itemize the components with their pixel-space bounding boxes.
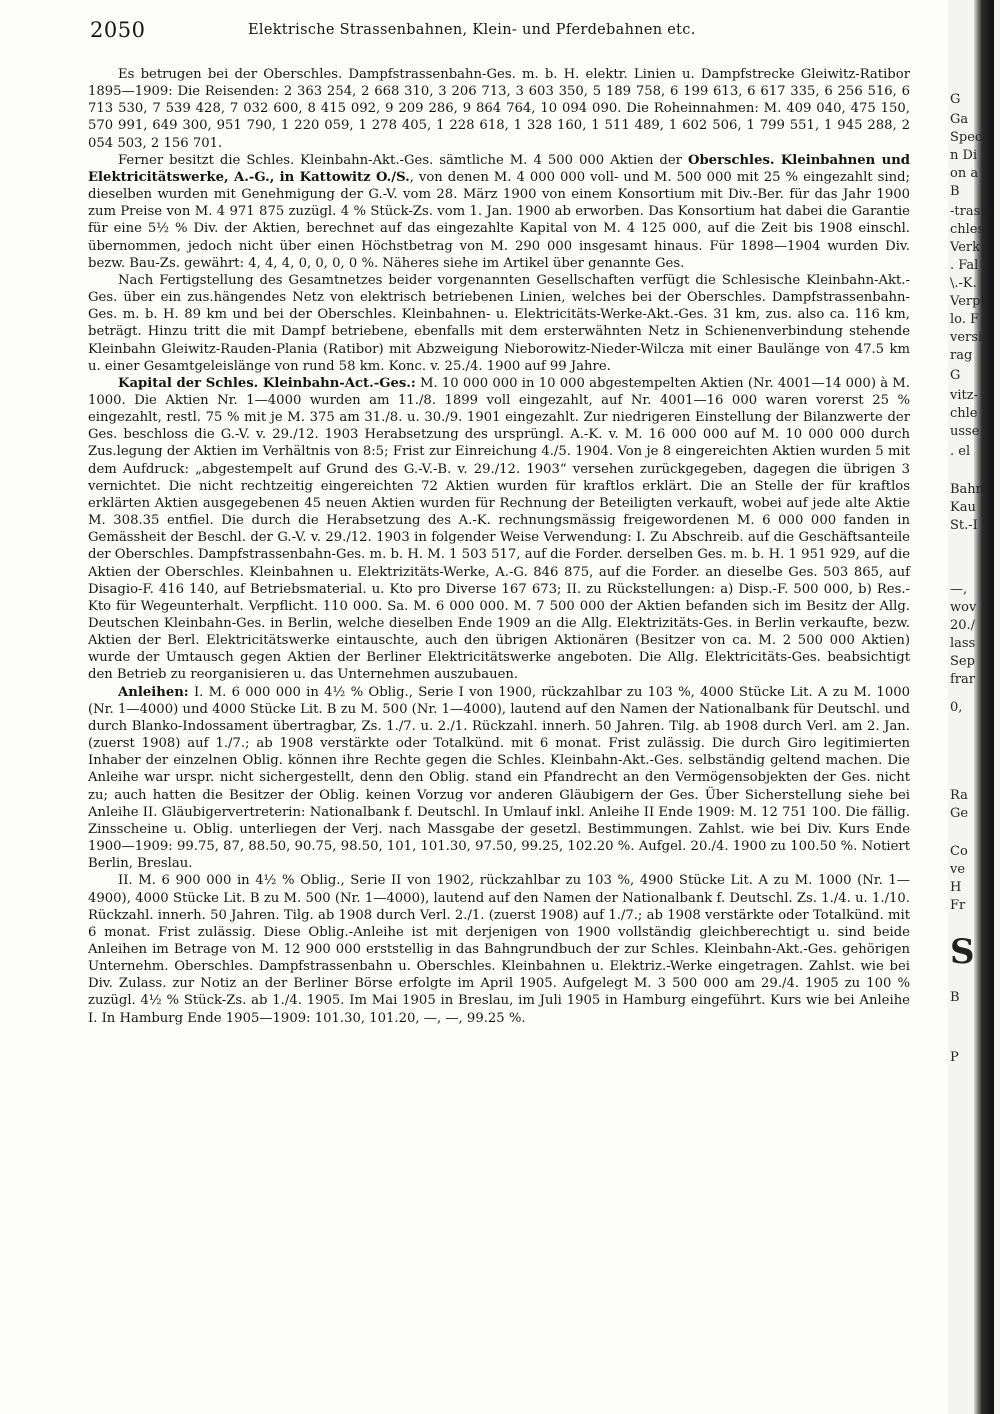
paragraph-kapital — [88, 375, 910, 684]
adjacent-page-fragment: Verk — [950, 240, 980, 255]
paragraph-passenger-statistics: Es betrugen bei der Oberschles. Dampfstrassenbahn-Ges. m. b. H. elektr. Linien u. Dampfstrecke Gleiwitz-Ratibor 1895—1909: Die Reisenden: 2 363 254, 2 668 310, 3 206 713, 3 603 350, 5 189 758, 6 199 613, 6 617 335, 6 256 516, 6 713 530, 7 539 428, 7 032 600, 8 415 092, 9 209 286, 9 864 764, 10 094 090. Die Roheinnahmen: M. 409 040, 475 150, 570 991, 649 300, 951 790, 1 220 059, 1 278 405, 1 228 618, 1 328 160, 1 511 489, 1 602 506, 1 799 551, 1 945 288, 2 054 503, 2 156 701. — [88, 67, 910, 151]
adjacent-page-fragment: chle — [950, 406, 978, 421]
paragraph-text: M. 10 000 000 in 10 000 abgestempelten Aktien (Nr. 4001—14 000) à M. 1000. Die Aktien Nr. 1—4000 wurden am 11./8. 1899 voll eingezahlt, auf Nr. 4001—16 000 waren vorerst 25 % eingezahlt, restl. 75 % mit je M. 375 am 31./8. u. 30./9. 1901 eingezahlt. Zur niedrigeren Einstellung der Bilanzwerte der Ges. beschloss die G.-V. v. 29./12. 1903 Herabsetzung des ursprüngl. A.-K. v. M. 16 000 000 auf M. 10 000 000 durch Zus.legung der Aktien im Verhältnis von 8:5; Frist zur Einreichung 4./5. 1904. Von je 8 eingereichten Aktien wurden 5 mit dem Aufdruck: „abgestempelt auf Grund des G.-V.-B. v. 29./12. 1903“ versehen zurückgegeben, dagegen die übrigen 3 vernichtet. Die nicht rechtzeitig eingereichten 72 Aktien wurden für kraftlos erklärt. Die an Stelle der für kraftlos erklärten Aktien ausgegebenen 45 neuen Aktien wurden für Rechnung der Beteiligten verkauft, wobei auf jede alte Aktie M. 308.35 entfiel. Die durch die Herabsetzung des A.-K. rechnungsmässig freigewordenen M. 6 000 000 fanden in Gemässheit der Beschl. der G.-V. v. 29./12. 1903 in folgender Weise Verwendung: I. Zu Abschreib. auf die Geschäftsanteile der Oberschles. Dampfstrassenbahn-Ges. m. b. H. M. 1 503 517, auf die Forder. derselben Ges. m. b. H. 1 951 929, auf die Aktien der Oberschles. Kleinbahnen u. Elektrizitäts-Werke, A.-G. 846 875, auf die Forder. an dieselbe Ges. 503 865, auf Disagio-F. 416 140, auf Betriebsmaterial. u. Kto pro Diverse 167 673; II. zu Rückstellungen: a) Disp.-F. 500 000, b) Res.-Kto für Wegeunterhalt. Verpflicht. 110 000. Sa. M. 6 000 000. M. 7 500 000 der Aktien befanden sich im Besitz der Allg. Deutschen Kleinbahn-Ges. in Berlin, welche dieselben Ende 1909 an die Allg. Elektrizitäts-Ges. in Berlin verkaufte, bezw. Aktien der Berl. Elektricitätswerke eintauschte, auch den übrigen Aktionären (Besitzer von ca. M. 2 500 000 Aktien) wurde der Umtausch gegen Aktien der Berliner Elektricitätswerke angeboten. Die Allg. Elektricitäts-Ges. beabsichtigt den Betrieb zu reorganisieren u. das Unternehmen auszubauen. — [88, 375, 910, 683]
adjacent-page-fragment: G — [950, 368, 961, 383]
bold-phrase: Anleihen: — [118, 684, 189, 700]
running-title: Elektrische Strassenbahnen, Klein- und Pferdebahnen etc. — [248, 22, 696, 38]
paragraph-oberschles-kleinbahnen — [88, 152, 910, 272]
adjacent-page-fragment: usse — [950, 424, 980, 439]
adjacent-page-fragment: Sep — [950, 654, 975, 669]
paragraph-text: Ferner besitzt die Schles. Kleinbahn-Akt.-Ges. sämtliche M. 4 500 000 Aktien der — [118, 152, 688, 168]
page-number: 2050 — [90, 18, 146, 42]
paragraph-text: , von denen M. 4 000 000 voll- und M. 500 000 mit 25 % eingezahlt sind; dieselben wurden mit Genehmigung der G.-V. vom 28. März 1900 von einem Konsortium mit Div.-Ber. für das Jahr 1900 zum Preise von M. 4 971 875 zuzügl. 4 % Stück-Zs. vom 1. Jan. 1900 ab erworben. Das Konsortium hat dabei die Garantie für eine 5½ % Div. der Aktien, berechnet auf das eingezahlte Kapital von M. 4 125 000, auf die Zeit bis 1908 einschl. übernommen, jedoch nicht über einen Höchstbetrag von M. 290 000 insgesamt hinaus. Für 1898—1904 wurden Div. bezw. Bau-Zs. gewährt: 4, 4, 4, 0, 0, 0, 0 %. Näheres siehe im Artikel über genannte Ges. — [88, 169, 910, 271]
adjacent-page-strip — [948, 0, 1000, 1414]
adjacent-page-fragment: Ga — [950, 112, 969, 127]
adjacent-page-fragment: \.-K. — [950, 276, 977, 291]
adjacent-page-fragment: P — [950, 1050, 959, 1065]
adjacent-page-fragment: -trass — [950, 204, 987, 219]
adjacent-page-fragment: chles — [950, 222, 985, 237]
adjacent-page-fragment: ve — [950, 862, 966, 877]
adjacent-page-fragment: Ge — [950, 806, 969, 821]
adjacent-page-fragment: St.-I — [950, 518, 978, 533]
adjacent-page-fragment: 20./ — [950, 618, 976, 633]
adjacent-page-fragment: lo. F — [950, 312, 980, 327]
adjacent-page-fragment: Spec. — [950, 130, 987, 145]
adjacent-page-fragment: Verpf — [950, 294, 986, 309]
adjacent-page-fragment: . el — [950, 444, 971, 459]
adjacent-page-fragment: Bahn — [950, 482, 985, 497]
adjacent-page-fragment: rag — [950, 348, 973, 363]
adjacent-page-fragment: G — [950, 92, 961, 107]
adjacent-page-fragment: lass — [950, 636, 976, 651]
adjacent-page-fragment: vitz- — [950, 388, 978, 403]
paragraph-anleihen-serie-1 — [88, 684, 910, 873]
adjacent-page-fragment: B — [950, 184, 960, 199]
adjacent-page-fragment: Kau — [950, 500, 976, 515]
adjacent-page-fragment: on a — [950, 166, 979, 181]
bold-phrase: Kapital der Schles. Kleinbahn-Act.-Ges.: — [118, 375, 416, 391]
adjacent-page-fragment: n Di — [950, 148, 978, 163]
paragraph-text: I. M. 6 000 000 in 4½ % Oblig., Serie I von 1900, rückzahlbar zu 103 %, 4000 Stücke Lit. A zu M. 1000 (Nr. 1—4000) und 4000 Stücke Lit. B zu M. 500 (Nr. 1—4000), lautend auf den Namen der Nationalbank für Deutschl. und durch Blanko-Indossament übertragbar, Zs. 1./7. u. 2./1. Rückzahl. innerh. 50 Jahren. Tilg. ab 1908 durch Verl. am 2. Jan. (zuerst 1908) auf 1./7.; ab 1908 verstärkte oder Totalkünd. mit 6 monat. Frist zulässig. Die durch Giro legitimierten Inhaber der einzelnen Oblig. können ihre Rechte gegen die Schles. Kleinbahn-Akt.-Ges. selbständig geltend machen. Die Anleihe war urspr. nicht sichergestellt, denn den Oblig. stand ein Pfandrecht an den Vermögensobjekten der Ges. nicht zu; auch hatten die Besitzer der Oblig. keinen Vorzug vor anderen Gläubigern der Ges. Über Sicherstellung siehe bei Anleihe II. Gläubigervertreterin: Nationalbank f. Deutschl. In Umlauf inkl. Anleihe II Ende 1909: M. 12 751 100. Die fällig. Zinsscheine u. Oblig. unterliegen der Verj. nach Massgabe der gesetzl. Bestimmungen. Zahlst. wie bei Div. Kurs Ende 1900—1909: 99.75, 87, 88.50, 90.75, 98.50, 101, 101.30, 97.50, 99.25, 102.20 %. Aufgel. 20./4. 1900 zu 100.50 %. Notiert Berlin, Breslau. — [88, 684, 910, 872]
bold-phrase: Oberschles. Kleinbahnen und Elektricitätswerke, A.-G., in Kattowitz O./S. — [88, 152, 911, 185]
adjacent-page-fragment: Fr — [950, 898, 966, 913]
adjacent-page-fragment: Co — [950, 844, 968, 859]
adjacent-page-fragment: . Fal — [950, 258, 979, 273]
adjacent-page-fragment: —, — [950, 582, 968, 597]
adjacent-page-fragment: 0, — [950, 700, 963, 715]
adjacent-page-fragment: versi — [950, 330, 983, 345]
adjacent-page-fragment: wov — [950, 600, 977, 615]
adjacent-page-fragment: S — [950, 932, 975, 972]
body-text — [88, 66, 910, 1027]
adjacent-page-fragment: B — [950, 990, 960, 1005]
paragraph-anleihen-serie-2: II. M. 6 900 000 in 4½ % Oblig., Serie II von 1902, rückzahlbar zu 103 %, 4900 Stücke Lit. A zu M. 1000 (Nr. 1—4900), 4000 Stücke Lit. B zu M. 500 (Nr. 1—4000), lautend auf den Namen der Nationalbank f. Deutschl. Zs. 1./4. u. 1./10. Rückzahl. innerh. 50 Jahren. Tilg. ab 1908 durch Verl. 2./1. (zuerst 1908) auf 1./7.; ab 1908 verstärkte oder Totalkünd. mit 6 monat. Frist zulässig. Diese Oblig.-Anleihe ist mit derjenigen von 1900 vollständig gleichberechtigt u. sind beide Anleihen im Betrage von M. 12 900 000 erststellig in das Bahngrundbuch der zur Schles. Kleinbahn-Akt.-Ges. gehörigen Unternehm. Oberschles. Dampfstrassenbahn u. Oberschles. Kleinbahnen u. Elektriz.-Werke eingetragen. Zahlst. wie bei Div. Zulass. zur Notiz an der Berliner Börse erfolgte im April 1905. Aufgelegt M. 3 500 000 am 29./4. 1905 zu 100 % zuzügl. 4½ % Stück-Zs. ab 1./4. 1905. Im Mai 1905 in Breslau, im Juli 1905 in Hamburg eingeführt. Kurs wie bei Anleihe I. In Hamburg Ende 1905—1909: 101.30, 101.20, —, —, 99.25 %. — [88, 873, 910, 1026]
adjacent-page-fragment: frar — [950, 672, 975, 687]
adjacent-page-fragment: H — [950, 880, 962, 895]
page-header — [90, 18, 920, 50]
adjacent-page-fragment: Ra — [950, 788, 968, 803]
paragraph-network: Nach Fertigstellung des Gesamtnetzes beider vorgenannten Gesellschaften verfügt die Schlesische Kleinbahn-Akt.-Ges. über ein zus.hängendes Netz von elektrisch betriebenen Linien, welches bei der Oberschles. Dampfstrassenbahn-Ges. m. b. H. 89 km und bei der Oberschles. Kleinbahnen- u. Elektricitäts-Werke-Akt.-Ges. 31 km, zus. also ca. 116 km, beträgt. Hinzu tritt die mit Dampf betriebene, ebenfalls mit dem ersterwähnten Netz in Schienenverbindung stehende Kleinbahn Gleiwitz-Rauden-Plania (Ratibor) mit Abzweigung Nieborowitz-Nieder-Wilcza mit einer Baulänge von 47.5 km u. einer Gesamtgeleislänge von rund 58 km. Konc. v. 25./4. 1900 auf 99 Jahre. — [88, 272, 910, 374]
